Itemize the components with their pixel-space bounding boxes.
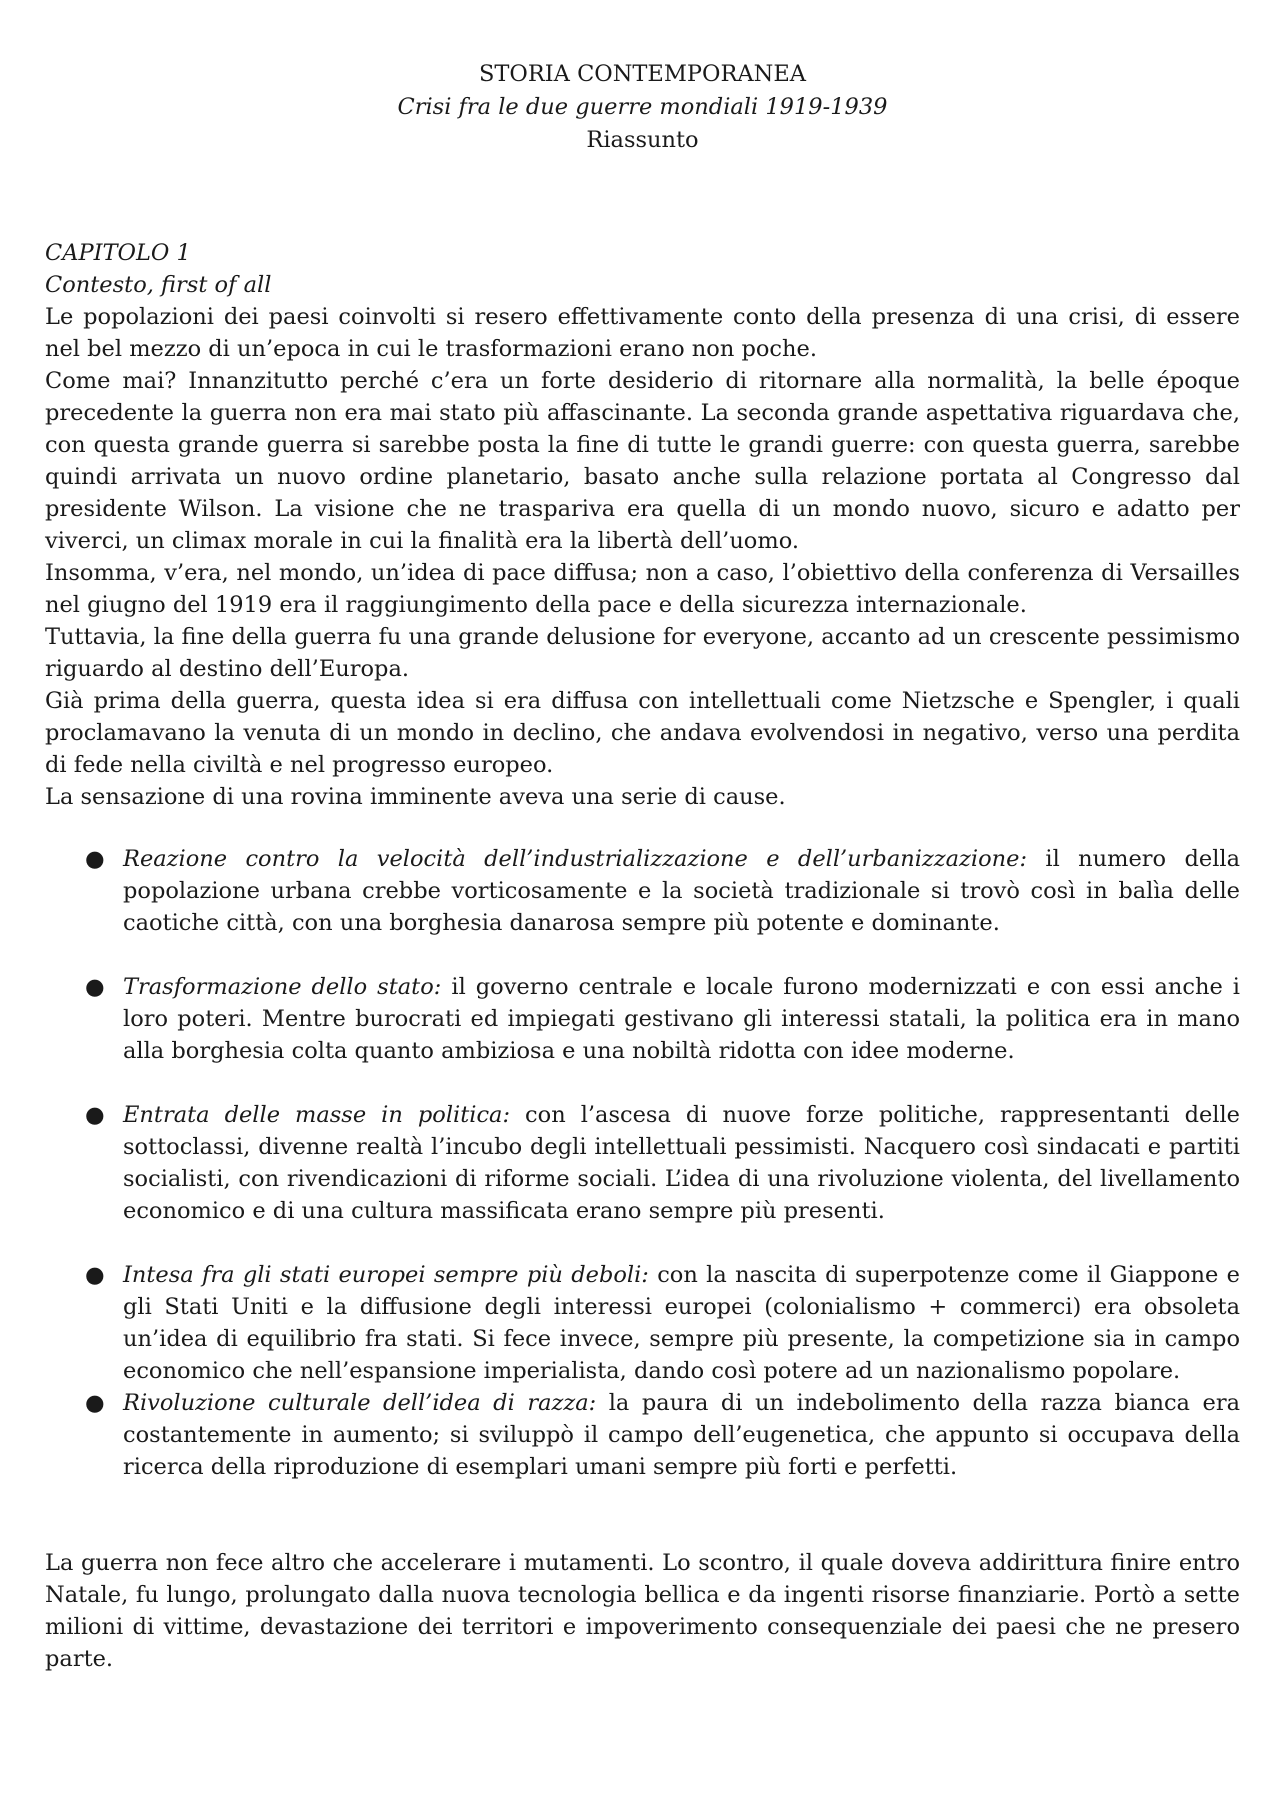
paragraph: Come mai? Innanzitutto perché c’era un forte desiderio di ritornare alla normalità, la belle époque precedente la guerra non era mai stato più affascinante. La seconda grande aspettativa riguardava che, con questa grande guerra si sarebbe posta la fine di tutte le grandi guerre: con questa guerra, sarebbe quindi arrivata un nuovo ordine planetario, basato anche sulla relazione portata al Congresso dal presidente Wilson. La visione che ne traspariva era quella di un mondo nuovo, sicuro e adatto per viverci, un climax morale in cui la finalità era la libertà dell’uomo. bbox=[45, 368, 1240, 554]
bullet-icon: ● bbox=[85, 1102, 105, 1128]
bullet-icon: ● bbox=[85, 974, 105, 1000]
list-item-lead: Trasformazione dello stato: bbox=[123, 974, 442, 1000]
list-item-lead: Intesa fra gli stati europei sempre più deboli: bbox=[123, 1262, 649, 1288]
intro-paragraphs bbox=[45, 301, 1240, 813]
list-item-lead: Reazione contro la velocità dell’industrializzazione e dell’urbanizzazione: bbox=[123, 846, 1028, 872]
paragraph: Tuttavia, la fine della guerra fu una grande delusione for everyone, accanto ad un crescente pessimismo riguardo al destino dell’Europa. bbox=[45, 624, 1240, 682]
document-subtitle: Crisi fra le due guerre mondiali 1919-1939 bbox=[397, 94, 888, 120]
document-title: STORIA CONTEMPORANEA bbox=[478, 61, 807, 87]
document-kind: Riassunto bbox=[586, 127, 699, 153]
document-header bbox=[45, 58, 1240, 157]
list-item bbox=[45, 1387, 1240, 1483]
list-item-text: il governo centrale e locale furono modernizzati e con essi anche i loro poteri. Mentre burocrati ed impiegati gestivano gli interessi statali, la politica era in mano alla borghesia colta quanto ambiziosa e una nobiltà ridotta con idee moderne. bbox=[123, 974, 1240, 1064]
list-item bbox=[45, 1259, 1240, 1387]
paragraph: La sensazione di una rovina imminente aveva una serie di cause. bbox=[45, 784, 786, 810]
closing-paragraph: La guerra non fece altro che accelerare i mutamenti. Lo scontro, il quale doveva addirittura finire entro Natale, fu lungo, prolungato dalla nuova tecnologia bellica e da ingenti risorse finanziarie. Portò a sette milioni di vittime, devastazione dei territori e impoverimento consequenziale dei paesi che ne presero parte. bbox=[45, 1550, 1240, 1672]
list-item-lead: Entrata delle masse in politica: bbox=[123, 1102, 511, 1128]
paragraph: Già prima della guerra, questa idea si era diffusa con intellettuali come Nietzsche e Spengler, i quali proclamavano la venuta di un mondo in declino, che andava evolvendosi in negativo, verso una perdita di fede nella civiltà e nel progresso europeo. bbox=[45, 688, 1240, 778]
list-item bbox=[45, 1099, 1240, 1227]
chapter-heading-block bbox=[45, 237, 1240, 301]
paragraph: Le popolazioni dei paesi coinvolti si resero effettivamente conto della presenza di una crisi, di essere nel bel mezzo di un’epoca in cui le trasformazioni erano non poche. bbox=[45, 304, 1240, 362]
chapter-heading: Contesto, first of all bbox=[45, 272, 272, 298]
list-item bbox=[45, 971, 1240, 1067]
list-item-text: il numero della popolazione urbana crebbe vorticosamente e la società tradizionale si trovò così in balìa delle caotiche città, con una borghesia danarosa sempre più potente e dominante. bbox=[123, 846, 1240, 936]
list-item bbox=[45, 843, 1240, 939]
bullet-icon: ● bbox=[85, 846, 105, 872]
causes-list bbox=[45, 843, 1240, 1483]
document-page bbox=[45, 58, 1240, 1675]
list-item-text: con l’ascesa di nuove forze politiche, rappresentanti delle sottoclassi, divenne realtà l’incubo degli intellettuali pessimisti. Nacquero così sindacati e partiti socialisti, con rivendicazioni di riforme sociali. L’idea di una rivoluzione violenta, del livellamento economico e di una cultura massificata erano sempre più presenti. bbox=[123, 1102, 1240, 1224]
paragraph: Insomma, v’era, nel mondo, un’idea di pace diffusa; non a caso, l’obiettivo della conferenza di Versailles nel giugno del 1919 era il raggiungimento della pace e della sicurezza internazionale. bbox=[45, 560, 1240, 618]
list-item-lead: Rivoluzione culturale dell’idea di razza: bbox=[123, 1390, 597, 1416]
chapter-number: CAPITOLO 1 bbox=[45, 240, 191, 266]
list-item-text: la paura di un indebolimento della razza bianca era costantemente in aumento; si sviluppò il campo dell’eugenetica, che appunto si occupava della ricerca della riproduzione di esemplari umani sempre più forti e perfetti. bbox=[123, 1390, 1240, 1480]
bullet-icon: ● bbox=[85, 1262, 105, 1288]
list-item-text: con la nascita di superpotenze come il Giappone e gli Stati Uniti e la diffusione degli interessi europei (colonialismo + commerci) era obsoleta un’idea di equilibrio fra stati. Si fece invece, sempre più presente, la competizione sia in campo economico che nell’espansione imperialista, dando così potere ad un nazionalismo popolare. bbox=[123, 1262, 1240, 1384]
bullet-icon: ● bbox=[85, 1390, 105, 1416]
